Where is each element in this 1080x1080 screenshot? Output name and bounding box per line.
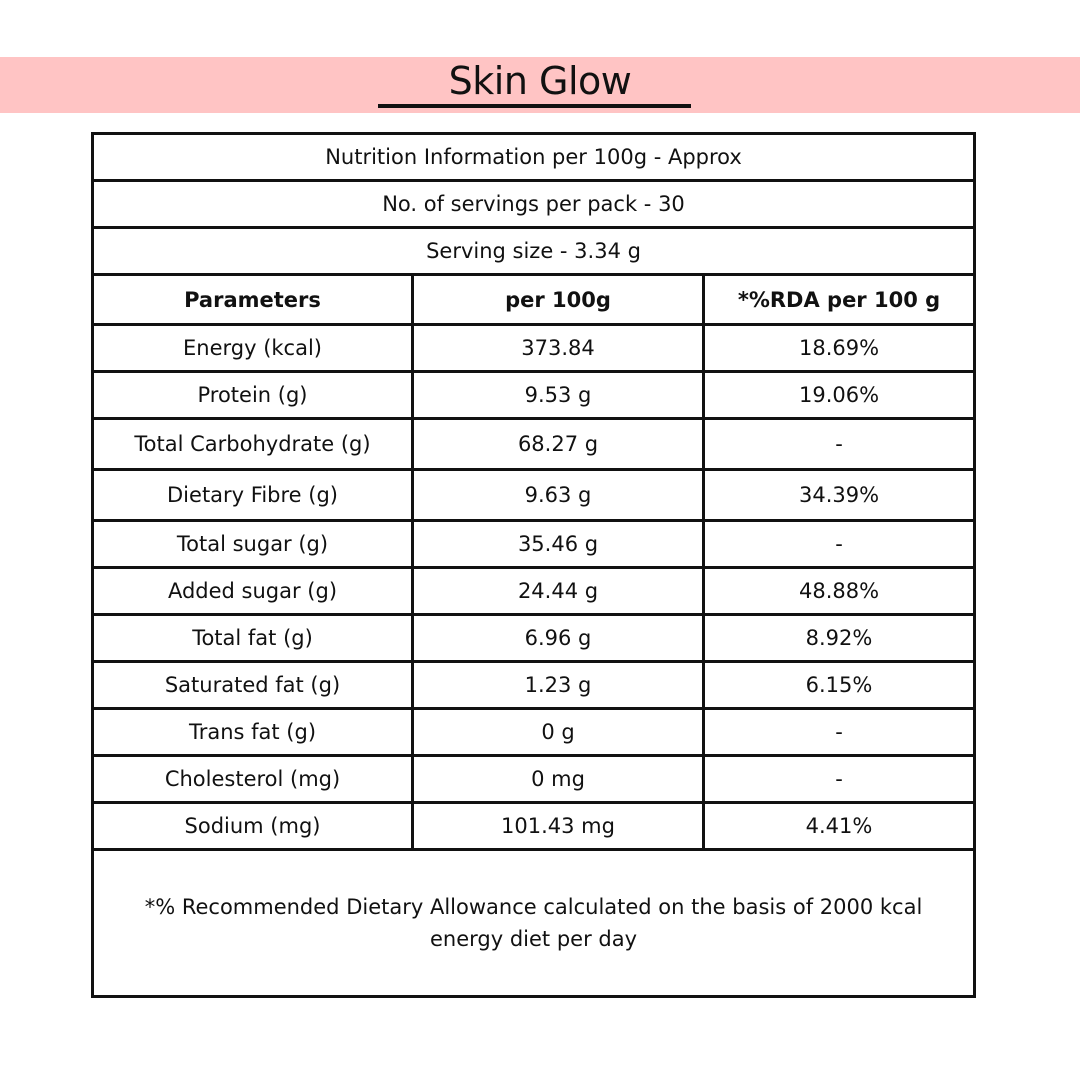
- parameter-cell: Cholesterol (mg): [93, 756, 413, 803]
- per-100g-cell: 0 g: [413, 709, 704, 756]
- table-row: [93, 372, 975, 419]
- parameter-cell: Trans fat (g): [93, 709, 413, 756]
- rda-cell: 18.69%: [704, 325, 975, 372]
- table-row: [93, 470, 975, 521]
- rda-cell: 8.92%: [704, 615, 975, 662]
- table-row: [93, 419, 975, 470]
- column-header-parameters: Parameters: [93, 275, 413, 325]
- parameter-cell: Dietary Fibre (g): [93, 470, 413, 521]
- table-footnote-row: [93, 850, 975, 997]
- table-row: [93, 228, 975, 275]
- page-title: Skin Glow: [448, 59, 632, 103]
- table-header-row: [93, 275, 975, 325]
- rda-cell: 48.88%: [704, 568, 975, 615]
- per-100g-cell: 24.44 g: [413, 568, 704, 615]
- rda-cell: 19.06%: [704, 372, 975, 419]
- rda-cell: -: [704, 756, 975, 803]
- rda-cell: 6.15%: [704, 662, 975, 709]
- table-row: [93, 615, 975, 662]
- title-banner: [0, 57, 1080, 113]
- rda-cell: -: [704, 419, 975, 470]
- table-row: [93, 568, 975, 615]
- title-underline: [378, 104, 691, 108]
- parameter-cell: Total fat (g): [93, 615, 413, 662]
- parameter-cell: Total Carbohydrate (g): [93, 419, 413, 470]
- table-row: [93, 803, 975, 850]
- nutrition-table: [91, 132, 976, 998]
- column-header-per-100g: per 100g: [413, 275, 704, 325]
- table-row: [93, 709, 975, 756]
- per-100g-cell: 0 mg: [413, 756, 704, 803]
- table-row: [93, 756, 975, 803]
- per-100g-cell: 35.46 g: [413, 521, 704, 568]
- per-100g-cell: 1.23 g: [413, 662, 704, 709]
- per-100g-cell: 9.63 g: [413, 470, 704, 521]
- rda-cell: 34.39%: [704, 470, 975, 521]
- parameter-cell: Saturated fat (g): [93, 662, 413, 709]
- servings-per-pack: No. of servings per pack - 30: [93, 181, 975, 228]
- rda-cell: 4.41%: [704, 803, 975, 850]
- per-100g-cell: 373.84: [413, 325, 704, 372]
- table-row: [93, 181, 975, 228]
- rda-cell: -: [704, 521, 975, 568]
- parameter-cell: Energy (kcal): [93, 325, 413, 372]
- rda-cell: -: [704, 709, 975, 756]
- per-100g-cell: 101.43 mg: [413, 803, 704, 850]
- nutrition-info-heading: Nutrition Information per 100g - Approx: [93, 134, 975, 181]
- column-header-rda: *%RDA per 100 g: [704, 275, 975, 325]
- per-100g-cell: 68.27 g: [413, 419, 704, 470]
- serving-size: Serving size - 3.34 g: [93, 228, 975, 275]
- parameter-cell: Total sugar (g): [93, 521, 413, 568]
- table-row: [93, 662, 975, 709]
- table-row: [93, 325, 975, 372]
- table-row: [93, 134, 975, 181]
- parameter-cell: Protein (g): [93, 372, 413, 419]
- per-100g-cell: 6.96 g: [413, 615, 704, 662]
- table-row: [93, 521, 975, 568]
- parameter-cell: Sodium (mg): [93, 803, 413, 850]
- rda-footnote: *% Recommended Dietary Allowance calculated on the basis of 2000 kcal energy diet per day: [93, 850, 975, 997]
- per-100g-cell: 9.53 g: [413, 372, 704, 419]
- parameter-cell: Added sugar (g): [93, 568, 413, 615]
